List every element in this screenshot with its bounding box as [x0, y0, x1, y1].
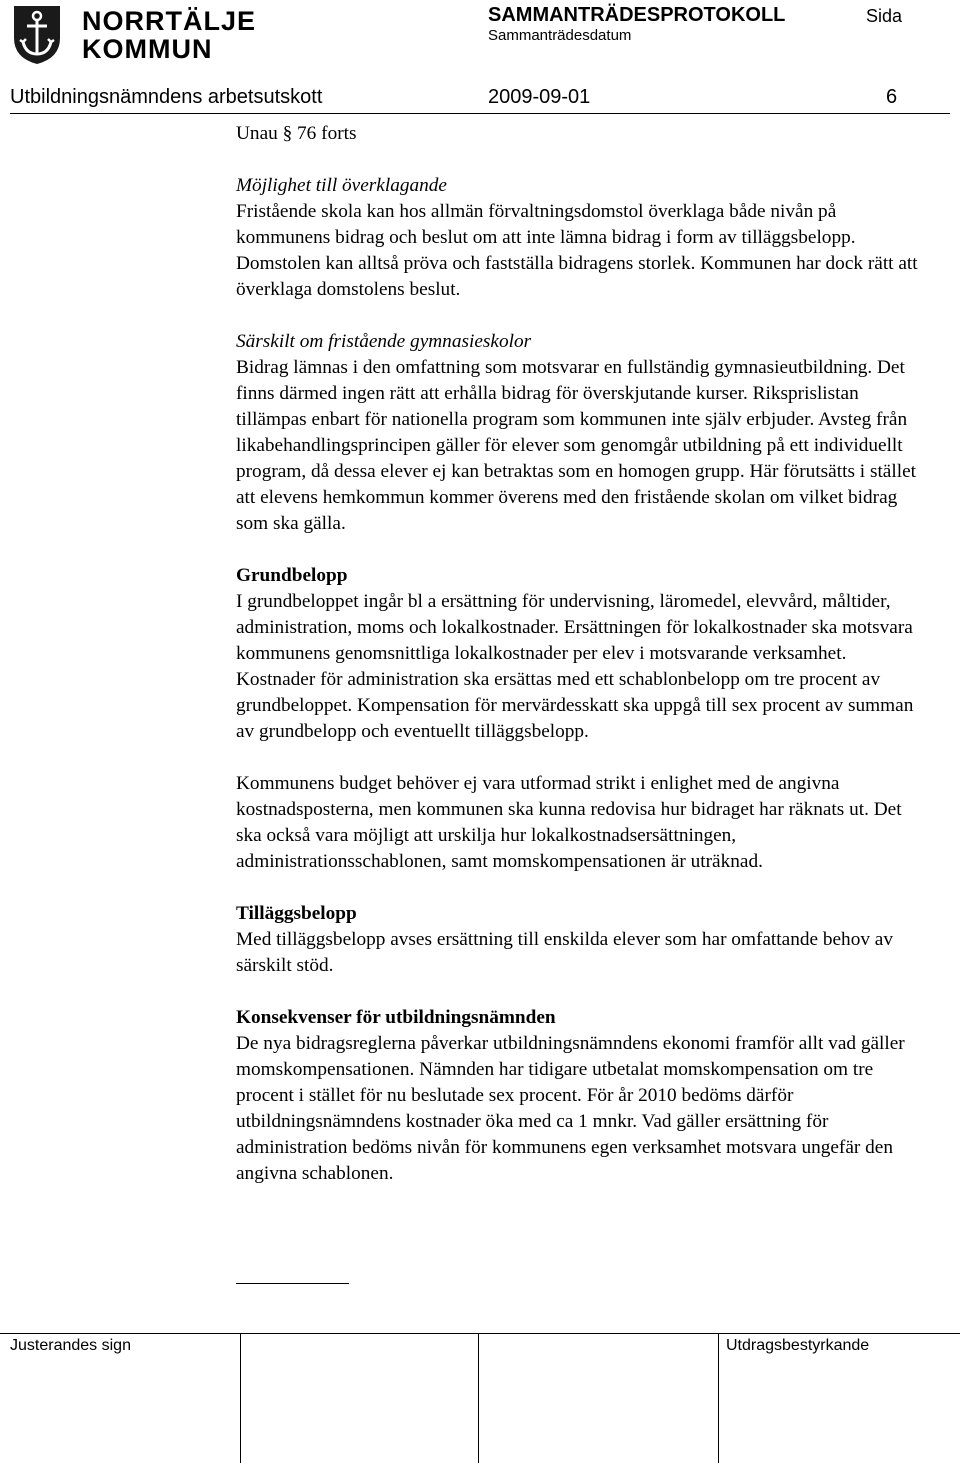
- document-title: SAMMANTRÄDESPROTOKOLL: [488, 4, 786, 26]
- municipality-name-line2: KOMMUN: [82, 34, 213, 64]
- section-heading: Grundbelopp: [236, 565, 348, 586]
- paragraph: Fristående skola kan hos allmän förvaltningsdomstol överklaga både nivån på kommunens bidrag och beslut om att inte lämna bidrag i form av tilläggsbelopp. Domstolen kan alltså pröva och fastställa bidragens storlek. Kommunen har dock rätt att överklaga domstolens beslut.: [236, 201, 918, 300]
- page-number: 6: [886, 86, 898, 108]
- section-budget: [236, 771, 926, 875]
- paragraph: Kommunens budget behöver ej vara utformad strikt i enlighet med de angivna kostnadsposterna, men kommunen ska kunna redovisa hur bidraget har räknats ut. Det ska också vara möjligt att urskilja hur lokalkostnadsersättningen, administrationsschablonen, samt momskompensationen är uträknad.: [236, 773, 902, 872]
- header-divider: [10, 113, 950, 114]
- extract-certification-label: Utdragsbestyrkande: [726, 1337, 870, 1354]
- section-base-amount: [236, 563, 926, 745]
- section-upper-secondary: [236, 329, 926, 537]
- paragraph: De nya bidragsreglerna påverkar utbildningsnämndens ekonomi framför allt vad gäller momskompensationen. Nämnden har tidigare utbetalat momskompensation om tre procent i stället för nu beslutade sex procent. För år 2010 bedöms därför utbildningsnämndens kostnader öka med ca 1 mnkr. Vad gäller ersättning för administration bedöms nivån för kommunens egen verksamhet motsvara ungefär den angivna schablonen.: [236, 1033, 905, 1184]
- page-label: Sida: [866, 6, 903, 26]
- protocol-body: [236, 121, 926, 1187]
- paragraph: Med tilläggsbelopp avses ersättning till enskilda elever som har omfattande behov av särskilt stöd.: [236, 929, 893, 976]
- section-supplementary-amount: [236, 901, 926, 979]
- paragraph: I grundbeloppet ingår bl a ersättning för undervisning, läromedel, elevvård, måltider, administration, moms och lokalkostnader. Ersättningen för lokalkostnader ska motsvara kommunens genomsnittliga lokalkostnader per elev i motsvarande verksamhet. Kostnader för administration ska ersättas med ett schablonbelopp om tre procent av grundbeloppet. Kompensation för mervärdesskatt ska uppgå till sex procent av summan av grundbelopp och eventuellt tilläggsbelopp.: [236, 591, 914, 742]
- section-heading: Tilläggsbelopp: [236, 903, 357, 924]
- section-reference: Unau § 76 forts: [236, 123, 357, 144]
- municipality-name-line1: NORRTÄLJE: [82, 6, 257, 36]
- signature-box-divider: [718, 1333, 719, 1463]
- section-heading: Särskilt om fristående gymnasieskolor: [236, 331, 532, 352]
- section-consequences: [236, 1005, 926, 1187]
- meeting-date: 2009-09-01: [488, 86, 591, 108]
- footer-divider: [0, 1333, 960, 1334]
- adjuster-signature-label: Justerandes sign: [10, 1337, 131, 1354]
- section-appeal: [236, 173, 926, 303]
- coat-of-arms-logo: [12, 4, 62, 66]
- signature-box-divider: [240, 1333, 241, 1463]
- paragraph: Bidrag lämnas i den omfattning som motsvarar en fullständig gymnasieutbildning. Det finns därmed ingen rätt att erhålla bidrag för överskjutande kurser. Riksprislistan tillämpas enbart för nationella program som kommunen inte själv erbjuder. Avsteg från likabehandlingsprincipen gäller för elever som genomgår utbildning på ett individuellt program, då dessa elever ej kan betraktas som en homogen grupp. Här förutsätts i stället att elevens hemkommun kommer överens med den fristående skolan om vilket bidrag som ska gälla.: [236, 357, 916, 534]
- meeting-date-label: Sammanträdesdatum: [488, 27, 632, 44]
- section-heading: Möjlighet till överklagande: [236, 175, 447, 196]
- signature-box-divider: [478, 1333, 479, 1463]
- anchor-shield-icon: [12, 4, 62, 66]
- section-heading: Konsekvenser för utbildningsnämnden: [236, 1007, 556, 1028]
- committee-name: Utbildningsnämndens arbetsutskott: [10, 86, 323, 108]
- end-of-section-line: [236, 1283, 349, 1284]
